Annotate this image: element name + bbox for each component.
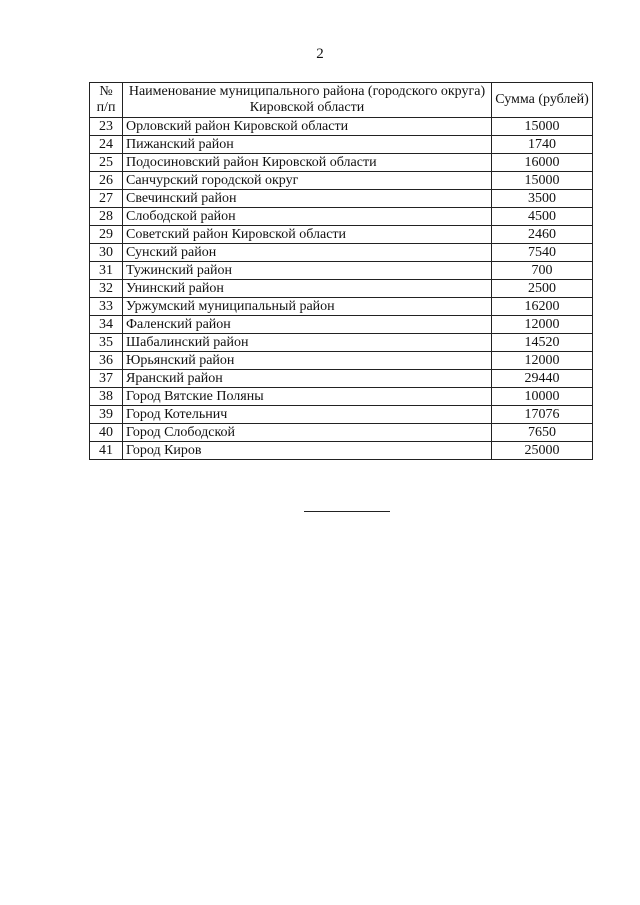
row-number: 36	[90, 352, 123, 370]
row-name: Юрьянский район	[123, 352, 492, 370]
table-row	[90, 406, 593, 424]
header-number: № п/п	[90, 83, 123, 118]
row-sum: 15000	[492, 172, 593, 190]
table-row	[90, 226, 593, 244]
row-sum: 2460	[492, 226, 593, 244]
row-name: Слободской район	[123, 208, 492, 226]
table-row	[90, 388, 593, 406]
table-row	[90, 136, 593, 154]
row-name: Пижанский район	[123, 136, 492, 154]
row-sum: 12000	[492, 316, 593, 334]
row-number: 40	[90, 424, 123, 442]
row-name: Унинский район	[123, 280, 492, 298]
table-row	[90, 118, 593, 136]
row-number: 35	[90, 334, 123, 352]
row-name: Город Киров	[123, 442, 492, 460]
row-sum: 12000	[492, 352, 593, 370]
row-sum: 14520	[492, 334, 593, 352]
row-name: Подосиновский район Кировской области	[123, 154, 492, 172]
row-name: Город Вятские Поляны	[123, 388, 492, 406]
row-number: 26	[90, 172, 123, 190]
row-number: 38	[90, 388, 123, 406]
table-row	[90, 154, 593, 172]
row-sum: 15000	[492, 118, 593, 136]
row-sum: 2500	[492, 280, 593, 298]
row-number: 34	[90, 316, 123, 334]
row-sum: 29440	[492, 370, 593, 388]
row-number: 28	[90, 208, 123, 226]
table-row	[90, 208, 593, 226]
row-number: 27	[90, 190, 123, 208]
table-row	[90, 334, 593, 352]
row-number: 24	[90, 136, 123, 154]
row-sum: 17076	[492, 406, 593, 424]
row-number: 29	[90, 226, 123, 244]
row-sum: 7650	[492, 424, 593, 442]
table-row	[90, 424, 593, 442]
row-name: Яранский район	[123, 370, 492, 388]
table-row	[90, 316, 593, 334]
row-number: 33	[90, 298, 123, 316]
row-name: Тужинский район	[123, 262, 492, 280]
table-row	[90, 442, 593, 460]
row-name: Орловский район Кировской области	[123, 118, 492, 136]
row-sum: 4500	[492, 208, 593, 226]
row-name: Шабалинский район	[123, 334, 492, 352]
end-rule	[304, 511, 390, 512]
row-number: 31	[90, 262, 123, 280]
page-number: 2	[316, 46, 324, 62]
row-sum: 3500	[492, 190, 593, 208]
table-row	[90, 262, 593, 280]
row-name: Город Слободской	[123, 424, 492, 442]
row-sum: 25000	[492, 442, 593, 460]
row-number: 39	[90, 406, 123, 424]
row-sum: 1740	[492, 136, 593, 154]
row-sum: 10000	[492, 388, 593, 406]
row-sum: 700	[492, 262, 593, 280]
row-name: Город Котельнич	[123, 406, 492, 424]
table-header-row	[90, 83, 593, 118]
header-sum: Сумма (рублей)	[492, 83, 593, 118]
row-name: Санчурский городской округ	[123, 172, 492, 190]
row-sum: 16000	[492, 154, 593, 172]
table-row	[90, 298, 593, 316]
row-name: Свечинский район	[123, 190, 492, 208]
row-name: Советский район Кировской области	[123, 226, 492, 244]
row-name: Фаленский район	[123, 316, 492, 334]
row-number: 37	[90, 370, 123, 388]
table-row	[90, 172, 593, 190]
row-number: 41	[90, 442, 123, 460]
row-number: 32	[90, 280, 123, 298]
table-body	[90, 118, 593, 460]
table-row	[90, 244, 593, 262]
header-name: Наименование муниципального района (городского округа) Кировской области	[123, 83, 492, 118]
row-number: 30	[90, 244, 123, 262]
allocation-table	[89, 82, 593, 460]
table-row	[90, 190, 593, 208]
row-name: Уржумский муниципальный район	[123, 298, 492, 316]
table-row	[90, 370, 593, 388]
row-name: Сунский район	[123, 244, 492, 262]
row-number: 25	[90, 154, 123, 172]
table-row	[90, 280, 593, 298]
table-row	[90, 352, 593, 370]
row-number: 23	[90, 118, 123, 136]
row-sum: 16200	[492, 298, 593, 316]
row-sum: 7540	[492, 244, 593, 262]
